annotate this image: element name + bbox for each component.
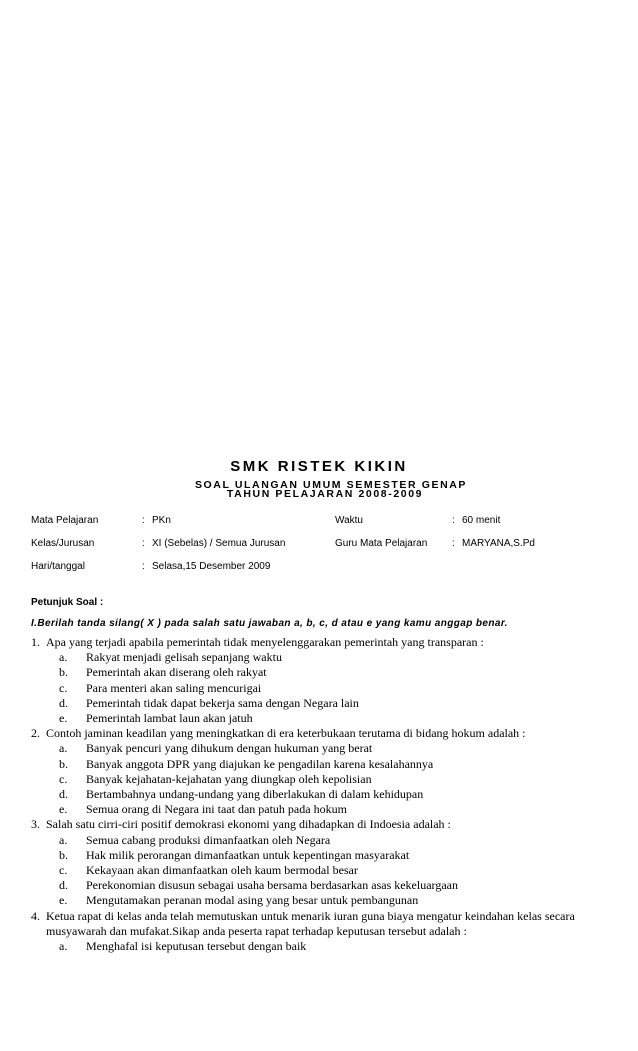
option-2d [31, 787, 621, 802]
option-text: Semua orang di Negara ini taat dan patuh pada hokum [86, 802, 347, 817]
subject-value: PKn [152, 515, 171, 526]
option-text: Pemerintah lambat laun akan jatuh [86, 711, 253, 726]
question-text: Ketua rapat di kelas anda telah memutuskan untuk menarik iuran guna biaya mengatur keindahan kelas secara musyawarah dan mufakat.Sikap anda peserta rapat terhadap keputusan tersebut adalah : [46, 908, 575, 938]
option-2c [31, 772, 621, 787]
option-text: Semua cabang produksi dimanfaatkan oleh Negara [86, 832, 331, 847]
info-row-class [31, 538, 621, 561]
class-label: Kelas/Jurusan [31, 538, 95, 549]
option-text: Hak milik perorangan dimanfaatkan untuk kepentingan masyarakat [86, 847, 410, 862]
option-1c [31, 681, 621, 696]
question-text: Salah satu cirri-ciri positif demokrasi ekonomi yang dihadapkan di Indoesia adalah : [46, 817, 451, 832]
colon: : [452, 538, 455, 549]
question-list [31, 635, 621, 954]
option-text: Pemerintah tidak dapat bekerja sama dengan Negara lain [86, 695, 359, 710]
option-text: Pemerintah akan diserang oleh rakyat [86, 665, 267, 680]
option-letter: a. [59, 939, 68, 954]
option-letter: e. [59, 802, 68, 817]
option-1a [31, 650, 621, 665]
option-3e [31, 893, 621, 908]
question-text: Apa yang terjadi apabila pemerintah tidak menyelenggarakan pemerintah yang transparan : [46, 635, 484, 649]
colon: : [452, 515, 455, 526]
question-number: 1. [31, 635, 40, 649]
option-letter: e. [59, 893, 68, 908]
option-1e [31, 711, 621, 726]
option-1d [31, 696, 621, 711]
option-2e [31, 802, 621, 817]
exam-info [31, 515, 621, 584]
exam-title: SOAL ULANGAN UMUM SEMESTER GENAP [194, 479, 468, 491]
option-text: Mengutamakan peranan modal asing yang besar untuk pembangunan [86, 893, 419, 908]
colon: : [142, 538, 145, 549]
info-row-date [31, 561, 621, 584]
question-number: 3. [31, 817, 40, 832]
option-letter: d. [59, 878, 68, 893]
option-letter: c. [59, 771, 68, 786]
question-number: 2. [31, 726, 40, 741]
option-letter: a. [59, 741, 68, 756]
option-letter: b. [59, 847, 68, 862]
question-number: 4. [31, 908, 40, 923]
teacher-value: MARYANA,S.Pd [462, 538, 535, 549]
school-name: SMK RISTEK KIKIN [230, 458, 408, 475]
option-text: Kekayaan akan dimanfaatkan oleh kaum bermodal besar [86, 863, 358, 878]
option-text: Perekonomian disusun sebagai usaha bersama berdasarkan asas kekeluargaan [86, 878, 458, 893]
option-letter: a. [59, 832, 68, 847]
class-value: XI (Sebelas) / Semua Jurusan [152, 538, 286, 549]
option-letter: b. [59, 665, 68, 680]
instructions-heading: Petunjuk Soal : [31, 597, 104, 608]
date-label: Hari/tanggal [31, 561, 85, 572]
question-2 [31, 726, 621, 741]
date-value: Selasa,15 Desember 2009 [152, 561, 271, 572]
colon: : [142, 515, 145, 526]
option-letter: e. [59, 711, 68, 726]
option-letter: c. [59, 680, 68, 695]
option-2b [31, 757, 621, 772]
question-text: Contoh jaminan keadilan yang meningkatkan di era keterbukaan terutama di bidang hokum adalah : [46, 726, 526, 741]
academic-year: TAHUN PELAJARAN 2008-2009 [226, 488, 424, 500]
option-text: Rakyat menjadi gelisah sepanjang waktu [86, 650, 282, 665]
option-letter: d. [59, 787, 68, 802]
teacher-label: Guru Mata Pelajaran [335, 538, 428, 549]
question-3 [31, 817, 621, 832]
option-3a [31, 833, 621, 848]
subject-label: Mata Pelajaran [31, 515, 99, 526]
option-letter: c. [59, 863, 68, 878]
option-text: Bertambahnya undang-undang yang diberlakukan di dalam kehidupan [86, 787, 424, 802]
instructions-text: I.Berilah tanda silang( X ) pada salah satu jawaban a, b, c, d atau e yang kamu anggap benar. [31, 618, 508, 629]
info-row-subject [31, 515, 621, 538]
colon: : [142, 561, 145, 572]
time-label: Waktu [335, 515, 363, 526]
option-3d [31, 878, 621, 893]
option-text: Banyak pencuri yang dihukum dengan hukuman yang berat [86, 741, 373, 756]
option-text: Banyak anggota DPR yang diajukan ke pengadilan karena kesalahannya [86, 756, 434, 771]
question-1 [31, 635, 621, 650]
question-4 [31, 909, 621, 939]
option-text: Para menteri akan saling mencurigai [86, 680, 262, 695]
option-3b [31, 848, 621, 863]
option-letter: b. [59, 756, 68, 771]
option-letter: d. [59, 695, 68, 710]
option-text: Banyak kejahatan-kejahatan yang diungkap oleh kepolisian [86, 771, 372, 786]
option-1b [31, 665, 621, 680]
time-value: 60 menit [462, 515, 501, 526]
option-3c [31, 863, 621, 878]
option-4a [31, 939, 621, 954]
option-text: Menghafal isi keputusan tersebut dengan baik [86, 939, 307, 954]
option-letter: a. [59, 650, 68, 665]
option-2a [31, 741, 621, 756]
